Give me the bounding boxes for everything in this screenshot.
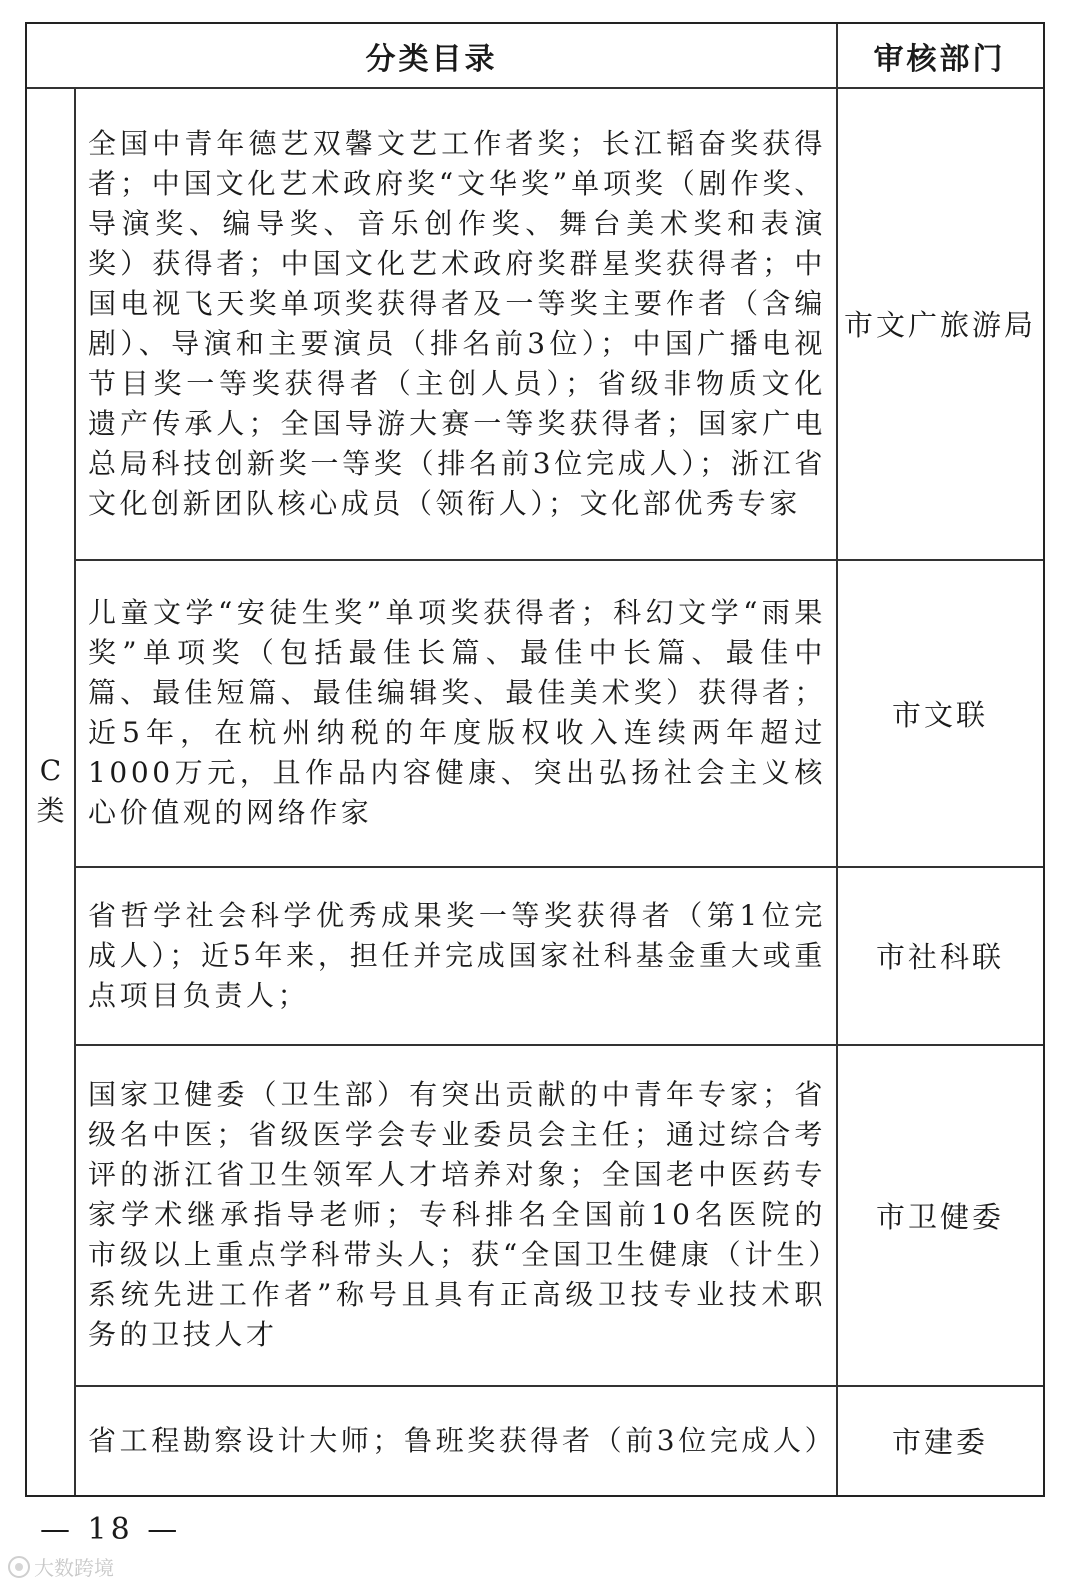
row-content: 国家卫健委（卫生部）有突出贡献的中青年专家；省级名中医；省级医学会专业委员会主任；通过综合考评的浙江省卫生领军人才培养对象；全国老中医药专家学术继承指导老师；专科排名全国前10名医院的市级以上重点学科带头人；获“全国卫生健康（计生）系统先进工作者”称号且具有正高级卫技专业技术职务的卫技人才 (88, 1078, 826, 1351)
row-department: 市文广旅游局 (843, 308, 1036, 342)
row-department: 市社科联 (875, 940, 1004, 974)
category-suffix: 类 (36, 794, 65, 827)
row-content: 儿童文学“安徒生奖”单项奖获得者；科幻文学“雨果奖”单项奖（包括最佳长篇、最佳中长篇、最佳中篇、最佳短篇、最佳编辑奖、最佳美术奖）获得者；近5年，在杭州纳税的年度版权收入连续两年超过1000万元，且作品内容健康、突出弘扬社会主义核心价值观的网络作家 (88, 596, 826, 829)
row-department: 市卫健委 (875, 1199, 1004, 1234)
category-letter: C (39, 754, 62, 787)
header-department: 审核部门 (873, 41, 1006, 77)
watermark-text: 大数跨境 (34, 1556, 114, 1580)
row-content: 全国中青年德艺双馨文艺工作者奖；长江韬奋奖获得者；中国文化艺术政府奖“文华奖”单项奖（剧作奖、导演奖、编导奖、音乐创作奖、舞台美术奖和表演奖）获得者；中国文化艺术政府奖群星奖获得者；中国电视飞天奖单项奖获得者及一等奖主要作者（含编剧）、导演和主要演员（排名前3位）；中国广播电视节目奖一等奖获得者（主创人员）；省级非物质文化遗产传承人；全国导游大赛一等奖获得者；国家广电总局科技创新奖一等奖（排名前3位完成人）；浙江省文化创新团队核心成员（领衔人）；文化部优秀专家 (88, 126, 826, 520)
row-department: 市建委 (891, 1425, 988, 1459)
row-department: 市文联 (891, 697, 988, 732)
row-content: 省哲学社会科学优秀成果奖一等奖获得者（第1位完成人）；近5年来，担任并完成国家社科基金重大或重点项目负责人； (88, 898, 826, 1012)
page-number: — 18 — (40, 1512, 182, 1547)
watermark (8, 1552, 114, 1581)
category-label (27, 87, 74, 1495)
catalog-table (25, 22, 1045, 1497)
row-content: 省工程勘察设计大师；鲁班奖获得者（前3位完成人） (88, 1423, 837, 1457)
header-catalog: 分类目录 (365, 41, 498, 77)
watermark-logo-icon (8, 1556, 30, 1578)
